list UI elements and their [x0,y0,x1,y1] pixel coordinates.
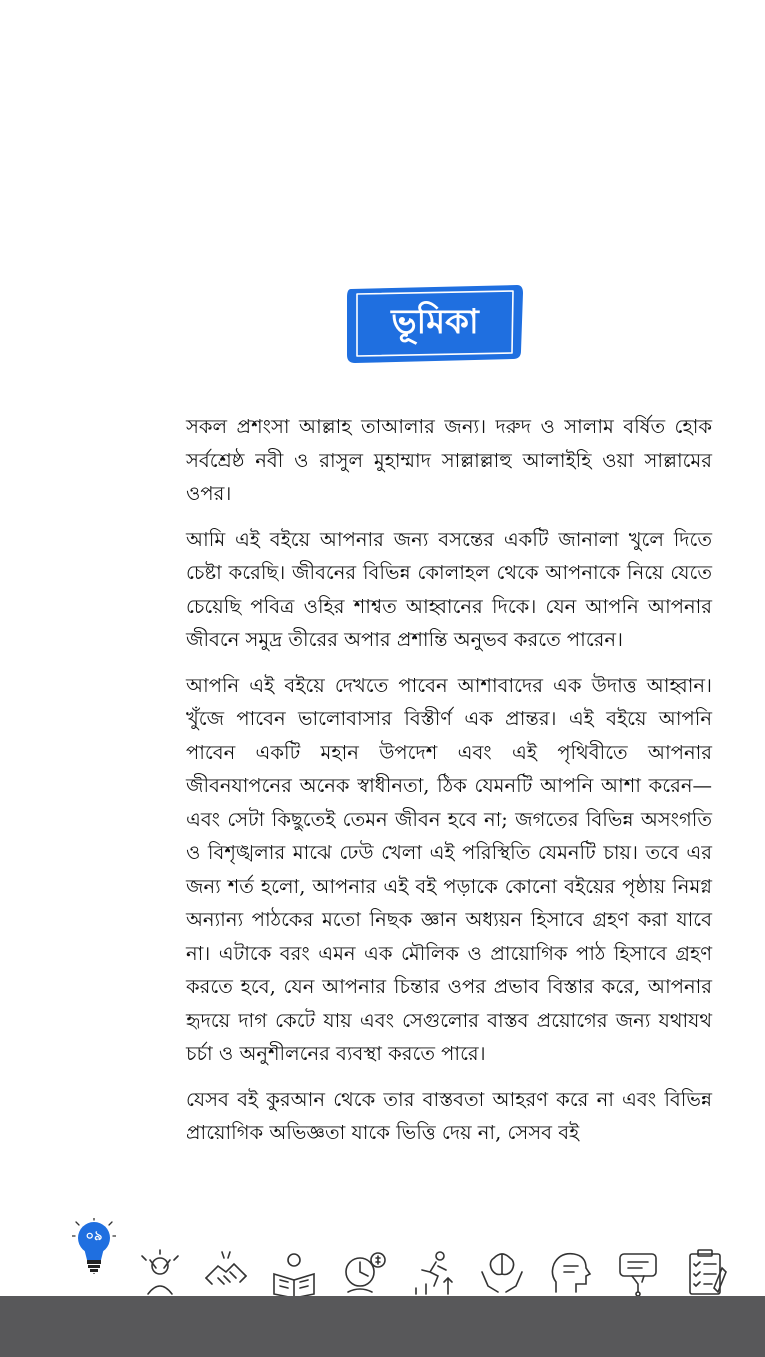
handshake-icon [202,1248,250,1298]
body-text [186,410,712,1162]
footer-icon-row [130,1248,740,1302]
page-number: ০৯ [85,1229,103,1244]
time-money-icon [340,1248,388,1298]
stressed-person-icon [136,1248,184,1298]
checklist-icon [682,1248,730,1298]
paragraph: যেসব বই কুরআন থেকে তার বাস্তবতা আহরণ করে না এবং বিভিন্ন প্রায়োগিক অভিজ্ঞতা যাকে ভিত্তি দেয় না, সেসব বই [186,1087,712,1144]
paragraph: আপনি এই বইয়ে দেখতে পাবেন আশাবাদের এক উদাত্ত আহ্বান। খুঁজে পাবেন ভালোবাসার বিস্তীর্ণ এক প্রান্তর। এই বইয়ে আপনি পাবেন একটি মহান উপদেশ এবং এই পৃথিবীতে আপনার জীবনযাপনের অনেক স্বাধীনতা, ঠিক যেমনটি আপনি আশা করেন—এবং সেটা কিছুতেই তেমন জীবন হবে না; জগতের বিভিন্ন অসংগতি ও বিশৃঙ্খলার মাঝে ঢেউ খেলা এই পরিস্থিতি যেমনটি চায়। তবে এর জন্য শর্ত হলো, আপনার এই বই পড়াকে কোনো বইয়ের পৃষ্ঠায় নিমগ্ন অন্যান্য পাঠকের মতো নিছক জ্ঞান অধ্যয়ন হিসাবে গ্রহণ করা যাবে না। এটাকে বরং এমন এক মৌলিক ও প্রায়োগিক পাঠ হিসাবে গ্রহণ করতে হবে, যেন আপনার চিন্তার ওপর প্রভাব বিস্তার করে, আপনার হৃদয়ে দাগ কেটে যায় এবং সেগুলোর বাস্তব প্রয়োগের জন্য যথাযথ চর্চা ও অনুশীলনের ব্যবস্থা করতে পারে। [186,673,712,1065]
reading-book-icon [270,1248,318,1298]
footer-band [0,1296,765,1357]
paragraph: সকল প্রশংসা আল্লাহ তাআলার জন্য। দরুদ ও সালাম বর্ষিত হোক সর্বশ্রেষ্ঠ নবী ও রাসুল মুহাম্মাদ সাল্লাল্লাহু আলাইহি ওয়া সাল্লামের ওপর। [186,415,712,505]
idea-head-icon [614,1248,662,1298]
page-title: ভূমিকা [391,301,479,342]
title-badge [345,285,525,363]
thinking-head-icon [546,1248,594,1298]
growth-runner-icon [410,1248,458,1298]
brain-hands-icon [478,1248,526,1298]
paragraph: আমি এই বইয়ে আপনার জন্য বসন্তের একটি জানালা খুলে দিতে চেষ্টা করেছি। জীবনের বিভিন্ন কোলাহল থেকে আপনাকে নিয়ে যেতে চেয়েছি পবিত্র ওহির শাশ্বত আহ্বানের দিকে। যেন আপনি আপনার জীবনে সমুদ্র তীরের অপার প্রশান্তি অনুভব করতে পারেন। [186,527,712,651]
page-number-bulb [72,1218,116,1274]
